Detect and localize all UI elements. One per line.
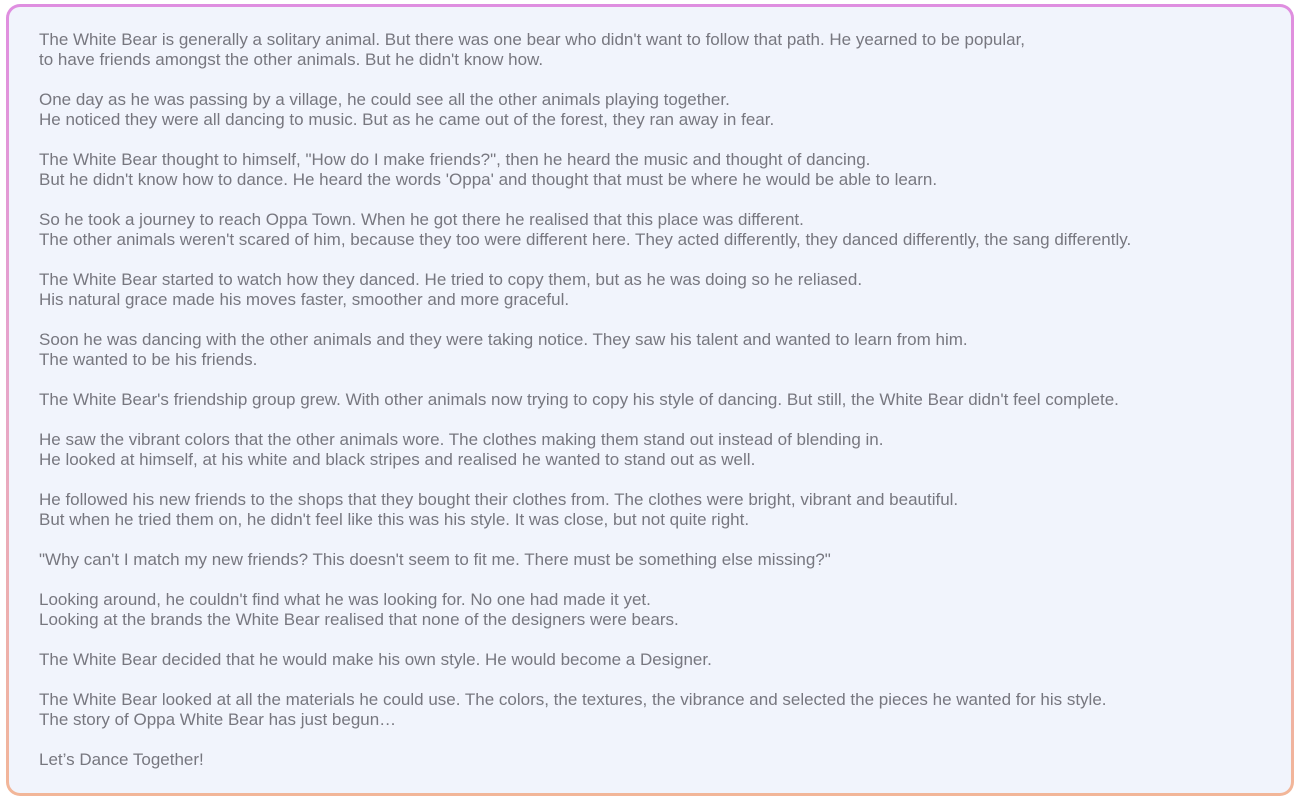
story-line: But when he tried them on, he didn't feel like this was his style. It was close, but not quite right. — [39, 510, 750, 529]
story-line: The wanted to be his friends. — [39, 350, 258, 369]
story-line: So he took a journey to reach Oppa Town. When he got there he realised that this place was different. — [39, 210, 804, 229]
story-line: The White Bear started to watch how they danced. He tried to copy them, but as he was doing so he reliased. — [39, 270, 863, 289]
story-line: His natural grace made his moves faster, smoother and more graceful. — [39, 290, 570, 309]
story-line: Let’s Dance Together! — [39, 750, 204, 769]
story-line: Looking around, he couldn't find what he was looking for. No one had made it yet. — [39, 590, 651, 609]
story-paragraph — [39, 690, 1291, 730]
story-paragraph — [39, 430, 1291, 470]
story-card — [9, 7, 1291, 793]
story-paragraph — [39, 390, 1291, 410]
story-line: He noticed they were all dancing to music. But as he came out of the forest, they ran away in fear. — [39, 110, 775, 129]
story-paragraph — [39, 590, 1291, 630]
story-line: One day as he was passing by a village, he could see all the other animals playing together. — [39, 90, 730, 109]
story-paragraph — [39, 30, 1291, 70]
story-card-frame — [6, 4, 1294, 796]
story-line: The other animals weren't scared of him, because they too were different here. They acted differently, they danced differently, the sang differently. — [39, 230, 1132, 249]
story-line: The White Bear is generally a solitary animal. But there was one bear who didn't want to follow that path. He yearned to be popular, — [39, 30, 1026, 49]
story-paragraph — [39, 150, 1291, 190]
story-paragraph — [39, 490, 1291, 530]
story-line: The White Bear looked at all the materials he could use. The colors, the textures, the vibrance and selected the pieces he wanted for his style. — [39, 690, 1107, 709]
story-paragraph — [39, 650, 1291, 670]
story-line: He followed his new friends to the shops that they bought their clothes from. The clothes were bright, vibrant and beautiful. — [39, 490, 959, 509]
story-paragraph — [39, 550, 1291, 570]
story-line: He looked at himself, at his white and black stripes and realised he wanted to stand out as well. — [39, 450, 756, 469]
story-line: "Why can't I match my new friends? This doesn't seem to fit me. There must be something else missing?" — [39, 550, 831, 569]
story-line: Soon he was dancing with the other animals and they were taking notice. They saw his talent and wanted to learn from him. — [39, 330, 968, 349]
story-line: The story of Oppa White Bear has just begun… — [39, 710, 397, 729]
story-line: Looking at the brands the White Bear realised that none of the designers were bears. — [39, 610, 679, 629]
story-line: He saw the vibrant colors that the other animals wore. The clothes making them stand out instead of blending in. — [39, 430, 884, 449]
story-closing — [39, 750, 1291, 770]
story-line: But he didn't know how to dance. He heard the words 'Oppa' and thought that must be where he would be able to learn. — [39, 170, 938, 189]
story-paragraph — [39, 270, 1291, 310]
story-line: The White Bear thought to himself, "How do I make friends?", then he heard the music and thought of dancing. — [39, 150, 871, 169]
story-line: The White Bear decided that he would make his own style. He would become a Designer. — [39, 650, 712, 669]
story-paragraph — [39, 90, 1291, 130]
story-paragraph — [39, 210, 1291, 250]
story-text — [39, 30, 1291, 770]
story-paragraph — [39, 330, 1291, 370]
story-line: The White Bear's friendship group grew. With other animals now trying to copy his style of dancing. But still, the White Bear didn't feel complete. — [39, 390, 1119, 409]
story-line: to have friends amongst the other animals. But he didn't know how. — [39, 50, 544, 69]
